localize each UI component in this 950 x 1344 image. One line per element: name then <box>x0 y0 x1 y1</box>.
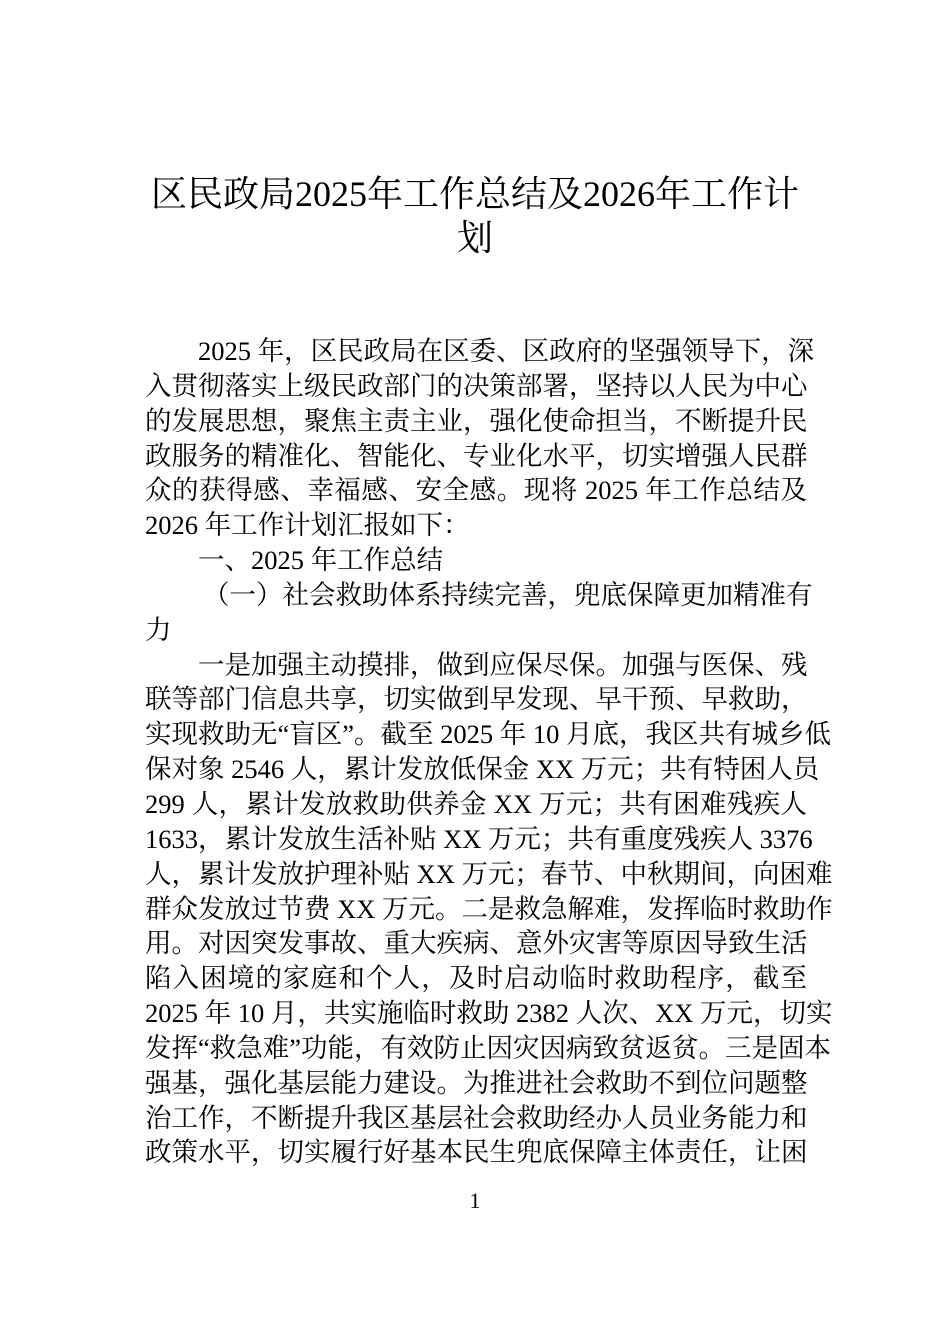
body-text-line: 陷入困境的家庭和个人，及时启动临时救助程序，截至 <box>145 963 807 994</box>
body-text-line: 强基，强化基层能力建设。为推进社会救助不到位问题整 <box>145 1067 808 1098</box>
body-text-line: 人，累计发放护理补贴 XX 万元；春节、中秋期间，向困难 <box>145 858 833 889</box>
body-text-line: 2025 年，区民政局在区委、区政府的坚强领导下，深 <box>198 336 815 366</box>
body-text-line: 的发展思想，聚焦主责主业，强化使命担当，不断提升民 <box>145 405 808 436</box>
body-text-line: 治工作，不断提升我区基层社会救助经办人员业务能力和 <box>145 1102 808 1133</box>
body-text-line: 2025 年 10 月，共实施临时救助 2382 人次、XX 万元，切实 <box>145 998 833 1029</box>
page-number: 1 <box>469 1188 481 1213</box>
subsection-heading: （一）社会救助体系持续完善，兜底保障更加精准有 <box>203 579 813 610</box>
body-text-line: 用。对因突发事故、重大疾病、意外灾害等原因导致生活 <box>145 928 808 959</box>
document-title-line-2: 划 <box>456 218 493 258</box>
body-text-line: 众的获得感、幸福感、安全感。现将 2025 年工作总结及 <box>145 475 807 506</box>
body-text-line: 2026 年工作计划汇报如下： <box>145 510 470 541</box>
body-text-line: 1633，累计发放生活补贴 XX 万元；共有重度残疾人 3376 <box>145 823 813 854</box>
body-text-line: 保对象 2546 人，累计发放低保金 XX 万元；共有特困人员 <box>145 754 820 785</box>
body-text-line: 299 人，累计发放救助供养金 XX 万元；共有困难残疾人 <box>145 788 807 819</box>
section-heading: 一、2025 年工作总结 <box>198 545 444 576</box>
document-body <box>145 334 833 1170</box>
body-text-line: 群众发放过节费 XX 万元。二是救急解难，发挥临时救助作 <box>145 893 833 924</box>
body-text-line: 政服务的精准化、智能化、专业化水平，切实增强人民群 <box>145 440 808 471</box>
document-title-line-1: 区民政局2025年工作总结及2026年工作计 <box>150 174 799 214</box>
body-text-line: 实现救助无“盲区”。截至 2025 年 10 月底，我区共有城乡低 <box>145 719 832 750</box>
subsection-heading: 力 <box>145 614 172 645</box>
body-text-line: 发挥“救急难”功能，有效防止因灾因病致贫返贫。三是固本 <box>145 1032 832 1063</box>
body-text-line: 政策水平，切实履行好基本民生兜底保障主体责任，让困 <box>145 1137 808 1168</box>
body-text-line: 联等部门信息共享，切实做到早发现、早干预、早救助， <box>145 684 808 715</box>
body-text-line: 一是加强主动摸排，做到应保尽保。加强与医保、残 <box>198 649 808 680</box>
body-text-line: 入贯彻落实上级民政部门的决策部署，坚持以人民为中心 <box>145 370 808 401</box>
